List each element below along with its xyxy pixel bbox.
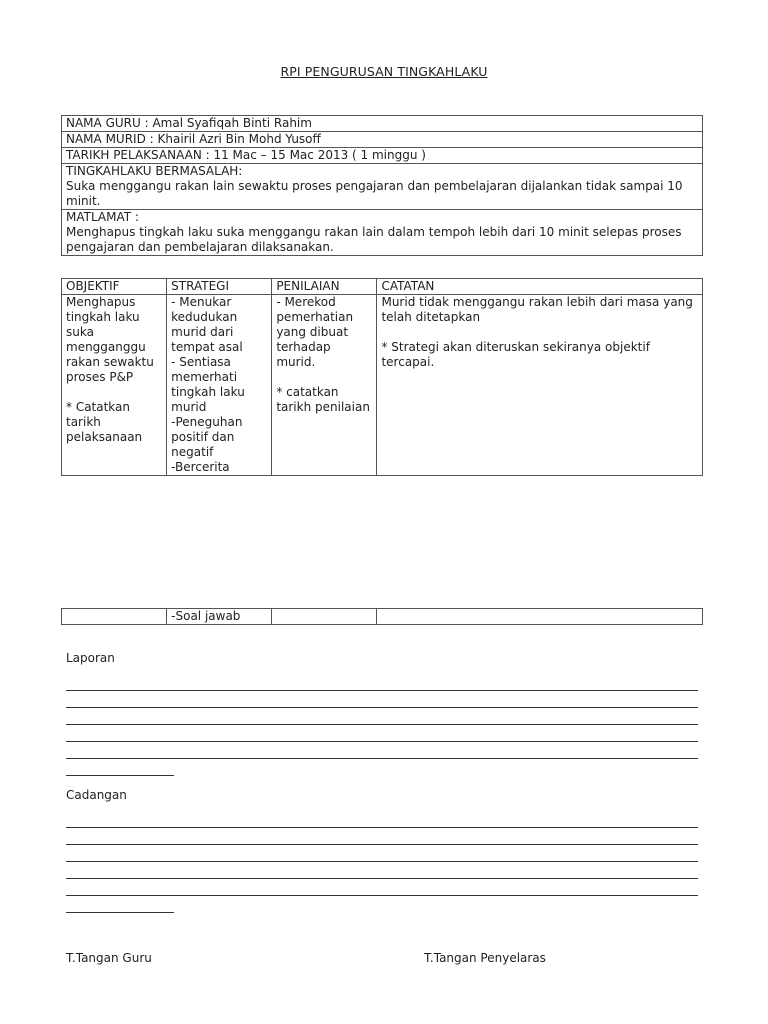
cadangan-line[interactable]: [66, 912, 174, 913]
penilaian-note: * catatkan tarikh penilaian: [276, 385, 370, 414]
laporan-line[interactable]: [66, 775, 174, 776]
strategi-item: -Peneguhan positif dan negatif: [171, 415, 243, 459]
signature-guru: T.Tangan Guru: [66, 951, 152, 965]
catatan-text: Murid tidak menggangu rakan lebih dari masa yang telah ditetapkan: [381, 295, 693, 324]
objektif-cell-cont: [62, 609, 167, 625]
laporan-line[interactable]: [66, 741, 698, 742]
signature-penyelaras: T.Tangan Penyelaras: [424, 951, 546, 965]
tingkahlaku-cell: [62, 164, 703, 210]
objektif-cell: [62, 295, 167, 476]
catatan-cell-cont: [377, 609, 703, 625]
catatan-cell: [377, 295, 703, 476]
matlamat-label: MATLAMAT :: [66, 210, 139, 224]
catatan-note: * Strategi akan diteruskan sekiranya objektif tercapai.: [381, 340, 650, 369]
tingkahlaku-text: Suka menggangu rakan lain sewaktu proses pengajaran dan pembelajaran dijalankan tidak sampai 10 minit.: [66, 179, 683, 208]
info-table: [61, 115, 703, 256]
strategi-cell: [167, 295, 272, 476]
header-strategi: STRATEGI: [167, 279, 272, 295]
tarikh-pelaksanaan: TARIKH PELAKSANAAN : 11 Mac – 15 Mac 2013 ( 1 minggu ): [62, 148, 703, 164]
cadangan-line[interactable]: [66, 844, 698, 845]
penilaian-cell: [272, 295, 377, 476]
laporan-line[interactable]: [66, 724, 698, 725]
laporan-line[interactable]: [66, 690, 698, 691]
laporan-label: Laporan: [66, 651, 115, 665]
nama-murid: NAMA MURID : Khairil Azri Bin Mohd Yusoff: [62, 132, 703, 148]
objektif-text: Menghapus tingkah laku suka mengganggu rakan sewaktu proses P&P: [66, 295, 154, 384]
matlamat-text: Menghapus tingkah laku suka menggangu rakan lain dalam tempoh lebih dari 10 minit selepas proses pengajaran dan pembelajaran dilaksanakan.: [66, 225, 682, 254]
laporan-line[interactable]: [66, 758, 698, 759]
cadangan-label: Cadangan: [66, 788, 127, 802]
strategi-item: - Menukar kedudukan murid dari tempat asal: [171, 295, 243, 354]
strategi-item: - Sentiasa memerhati tingkah laku murid: [171, 355, 245, 414]
penilaian-text: - Merekod pemerhatian yang dibuat terhadap murid.: [276, 295, 354, 369]
header-objektif: OBJEKTIF: [62, 279, 167, 295]
penilaian-cell-cont: [272, 609, 377, 625]
strategi-cell-cont: -Soal jawab: [167, 609, 272, 625]
laporan-line[interactable]: [66, 707, 698, 708]
matlamat-cell: [62, 210, 703, 256]
objektif-note: * Catatkan tarikh pelaksanaan: [66, 400, 143, 444]
cadangan-line[interactable]: [66, 827, 698, 828]
strategi-item: -Bercerita: [171, 460, 230, 474]
plan-table-continued: [61, 608, 703, 625]
cadangan-line[interactable]: [66, 861, 698, 862]
document-title: RPI PENGURUSAN TINGKAHLAKU: [280, 64, 488, 79]
header-penilaian: PENILAIAN: [272, 279, 377, 295]
cadangan-line[interactable]: [66, 878, 698, 879]
header-catatan: CATATAN: [377, 279, 703, 295]
cadangan-line[interactable]: [66, 895, 698, 896]
nama-guru: NAMA GURU : Amal Syafiqah Binti Rahim: [62, 116, 703, 132]
tingkahlaku-label: TINGKAHLAKU BERMASALAH:: [66, 164, 243, 178]
plan-table: [61, 278, 703, 476]
